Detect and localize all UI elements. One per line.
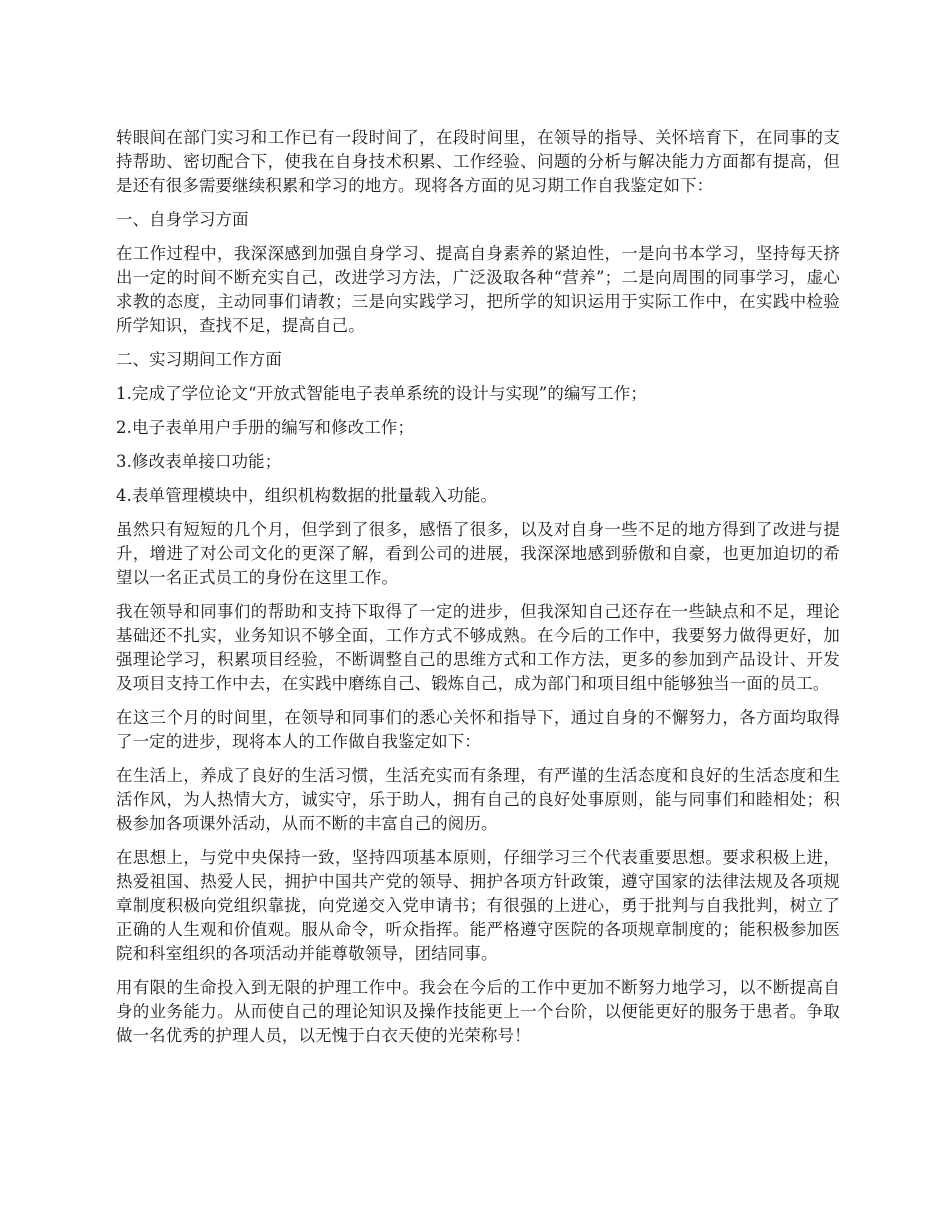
ideology-paragraph: 在思想上，与党中央保持一致，坚持四项基本原则，仔细学习三个代表重要思想。要求积极上进，热爱祖国、热爱人民，拥护中国共产党的领导、拥护各项方针政策，遵守国家的法律法规及各项规章制度积极向党组织靠拢，向党递交入党申请书；有很强的上进心，勇于批判与自我批判，树立了正确的人生观和价值观。服从命令，听众指挥。能严格遵守医院的各项规章制度的；能积极参加医院和科室组织的各项活动并能尊敬领导，团结同事。 [116, 848, 840, 963]
three-months-paragraph: 在这三个月的时间里，在领导和同事们的悉心关怀和指导下，通过自身的不懈努力，各方面均取得了一定的进步，现将本人的工作做自我鉴定如下： [116, 708, 840, 751]
work-item-3: 3.修改表单接口功能； [116, 452, 282, 471]
section-heading-internship-work: 二、实习期间工作方面 [116, 350, 282, 369]
reflection-paragraph: 虽然只有短短的几个月，但学到了很多，感悟了很多，以及对自身一些不足的地方得到了改进与提升，增进了对公司文化的更深了解，看到公司的进展，我深深地感到骄傲和自豪，也更加迫切的希望以一名正式员工的身份在这里工作。 [116, 520, 840, 587]
life-paragraph: 在生活上，养成了良好的生活习惯，生活充实而有条理，有严谨的生活态度和良好的生活态度和生活作风，为人热情大方，诚实守，乐于助人，拥有自己的良好处事原则，能与同事们和睦相处；积极参加各项课外活动，从而不断的丰富自己的阅历。 [116, 766, 840, 833]
improvement-paragraph: 我在领导和同事们的帮助和支持下取得了一定的进步，但我深知自己还存在一些缺点和不足，理论基础还不扎实，业务知识不够全面，工作方式不够成熟。在今后的工作中，我要努力做得更好，加强理论学习，积累项目经验，不断调整自己的思维方式和工作方法，更多的参加到产品设计、开发及项目支持工作中去，在实践中磨练自己、锻炼自己，成为部门和项目组中能够独当一面的员工。 [116, 602, 840, 693]
self-study-paragraph: 在工作过程中，我深深感到加强自身学习、提高自身素养的紧迫性，一是向书本学习，坚持每天挤出一定的时间不断充实自己，改进学习方法，广泛汲取各种“营养”；二是向周围的同事学习，虚心求教的态度，主动同事们请教；三是向实践学习，把所学的知识运用于实际工作中，在实践中检验所学知识，查找不足，提高自己。 [116, 244, 840, 335]
work-item-1: 1.完成了学位论文“开放式智能电子表单系统的设计与实现”的编写工作； [116, 384, 647, 403]
document-body [116, 126, 840, 1058]
work-item-4: 4.表单管理模块中，组织机构数据的批量载入功能。 [116, 486, 498, 505]
closing-paragraph: 用有限的生命投入到无限的护理工作中。我会在今后的工作中更加不断努力地学习，以不断提高自身的业务能力。从而使自己的理论知识及操作技能更上一个台阶，以便能更好的服务于患者。争取做一名优秀的护理人员，以无愧于白衣天使的光荣称号！ [116, 978, 840, 1045]
work-item-2: 2.电子表单用户手册的编写和修改工作； [116, 418, 415, 437]
intro-paragraph: 转眼间在部门实习和工作已有一段时间了，在段时间里，在领导的指导、关怀培育下，在同事的支持帮助、密切配合下，使我在自身技术积累、工作经验、问题的分析与解决能力方面都有提高，但是还有很多需要继续积累和学习的地方。现将各方面的见习期工作自我鉴定如下： [116, 128, 840, 195]
section-heading-self-study: 一、自身学习方面 [116, 210, 249, 229]
